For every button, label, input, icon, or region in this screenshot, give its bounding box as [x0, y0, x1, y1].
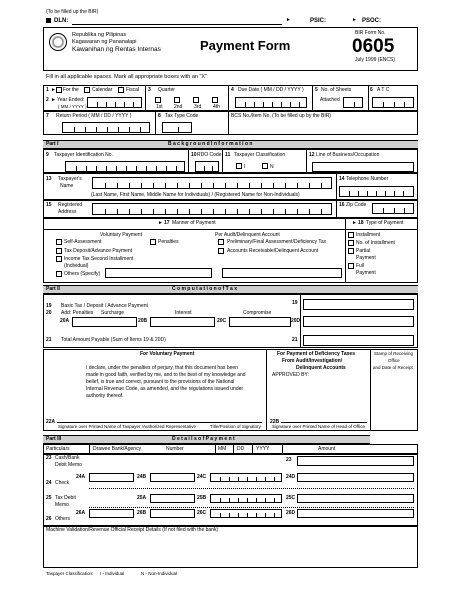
item13-num: 13: [46, 176, 52, 182]
compromise-label: Compromise: [243, 310, 272, 316]
item1-num: 1: [46, 87, 49, 93]
quarter-3-label: 3rd: [194, 104, 202, 110]
top-note: (To be filled up the BIR): [46, 9, 99, 15]
tax-type-field[interactable]: [162, 122, 192, 133]
part3-label: Part III: [46, 436, 62, 442]
fiscal-checkbox[interactable]: [118, 87, 124, 93]
penalties-label: Penalties: [158, 239, 179, 245]
form-no-label: BIR Form No.: [355, 30, 386, 36]
no-sheets-field[interactable]: [343, 97, 363, 108]
rdo-label: RDO Code: [197, 152, 222, 158]
tin-field[interactable]: [65, 161, 185, 172]
calendar-label: Calendar: [92, 87, 113, 93]
check-label: Check: [55, 480, 70, 486]
col-mm: MM: [218, 446, 227, 452]
due-date-label: Due Date ( MM / DD / YYYY ): [238, 87, 304, 93]
atc-label: A T C: [377, 87, 390, 93]
interest-label: Interest: [175, 310, 192, 316]
compromise-field[interactable]: [229, 317, 291, 327]
others-label: Others (Specify): [64, 271, 101, 277]
form-number: 0605: [352, 36, 395, 57]
item8-num: 8: [158, 113, 161, 119]
deficiency-title-3: Delinquent Accounts: [296, 365, 346, 371]
item16-num: 16: [339, 202, 345, 208]
tin-label: Taxpayer Identification No.: [54, 152, 113, 158]
machine-validation-label: Machine Validation/Revenue Official Receipt Details (If not filed with the bank): [46, 527, 219, 533]
item22a-num: 22A: [46, 419, 56, 425]
part2-label: Part II: [46, 286, 60, 292]
class-nonindividual-checkbox[interactable]: [262, 163, 268, 169]
class-n-label: N: [270, 164, 274, 170]
declaration-line-3: belief, is true and correct, pursuant to the provisions of the National: [86, 379, 235, 385]
col-yyyy: YYYY: [256, 446, 270, 452]
installment-checkbox[interactable]: [348, 232, 354, 238]
no-installment-checkbox[interactable]: [348, 240, 354, 246]
quarter-3-checkbox[interactable]: [193, 97, 199, 103]
voluntary-title: For Voluntary Payment: [140, 351, 195, 357]
item18-num: 18: [358, 220, 364, 226]
declaration-line-5: authority thereof.: [86, 393, 124, 399]
item21-num: 21: [46, 337, 52, 343]
check-date-field[interactable]: [210, 473, 282, 482]
item26d-num: 26D: [286, 510, 296, 516]
item22b-num: 22B: [270, 419, 280, 425]
item5-num: 5: [315, 87, 318, 93]
item10-num: 10: [191, 152, 197, 158]
item24-num: 24: [46, 480, 52, 486]
type-payment-label: Type of Payment: [366, 220, 404, 226]
accounts-receivable-label: Accounts Receivable/Delinquent Account: [227, 248, 319, 254]
debit-memo-label: Debit Memo: [55, 462, 82, 468]
atc-field[interactable]: [372, 97, 414, 108]
business-label: Line of Business/Occupation: [316, 152, 380, 158]
tax-debit-label: Tax Debit: [55, 495, 76, 501]
others-drawee-field[interactable]: [89, 509, 134, 518]
item6-num: 6: [370, 87, 373, 93]
declaration-line-4: Internal Revenue Code, as amended, and the regulations issued under: [86, 386, 244, 392]
footer-individual: I - Individual: [100, 571, 125, 576]
basic-tax-field[interactable]: [303, 299, 414, 310]
per-audit-heading: Per Audit/Delinquent Account: [215, 232, 280, 238]
footer-nonindividual: N - Non-Individual: [141, 571, 178, 576]
tax-debit-amount-field[interactable]: [297, 494, 414, 503]
preliminary-checkbox[interactable]: [218, 239, 224, 245]
item7-num: 7: [46, 113, 49, 119]
item25-num: 25: [46, 495, 52, 501]
item26c-num: 26C: [197, 510, 207, 516]
no-installment-label: No. of Installment: [356, 240, 395, 246]
tax-deposit-checkbox[interactable]: [56, 248, 62, 254]
item20c-num: 20C: [217, 318, 227, 324]
total-amount-field[interactable]: [303, 335, 414, 346]
taxpayer-name-field[interactable]: [92, 177, 332, 189]
stamp-line-3: and Date of Receipt: [373, 365, 413, 370]
surcharge-field[interactable]: [72, 317, 137, 327]
return-period-label: Return Period ( MM / DD / YYYY ): [56, 113, 132, 119]
item14-num: 14: [339, 176, 345, 182]
item20-num: 20: [46, 310, 52, 316]
agency-line2: Kagawaran ng Pananalapi: [72, 39, 137, 45]
mm-yyyy-label: ( MM / YYYY ): [58, 104, 87, 109]
return-period-field[interactable]: [62, 122, 150, 133]
others-specify-field[interactable]: [105, 268, 212, 278]
check-number-field[interactable]: [150, 473, 195, 482]
part1-label: Part I: [46, 141, 59, 147]
col-drawee: Drawee Bank/Agency: [93, 446, 142, 452]
tax-debit-number-field[interactable]: [150, 494, 195, 503]
tax-debit-memo-label: Memo: [55, 502, 69, 508]
total-label: Total Amount Payable (Sum of Items 19 & 20D): [61, 337, 166, 343]
col-number: Number: [166, 446, 184, 452]
item1-arrow: ►: [51, 87, 56, 93]
item17-num: 17: [164, 220, 170, 226]
quarter-4-checkbox[interactable]: [212, 97, 218, 103]
declaration-line-2: made in good faith, verified by me, and to the best of my knowledge and: [86, 372, 246, 378]
item25a-num: 25A: [137, 495, 147, 501]
calendar-checkbox[interactable]: [84, 87, 90, 93]
partial-label-2: Payment: [356, 255, 376, 261]
full-checkbox[interactable]: [348, 263, 354, 269]
stamp-line-1: Stamp of Receiving: [374, 351, 414, 356]
full-label-2: Payment: [356, 270, 376, 276]
psoc-label: PSOC:: [362, 18, 382, 24]
signature-line-head: [281, 422, 367, 423]
part3-title: D e t a i l s o f P a y m e n t: [172, 436, 235, 442]
item4-num: 4: [231, 87, 234, 93]
deficiency-title-1: For Payment of Deficiency Taxes: [277, 351, 355, 357]
dln-line: [72, 24, 282, 25]
item12-num: 12: [309, 152, 315, 158]
self-assessment-checkbox[interactable]: [56, 239, 62, 245]
part2-title: C o m p u t a t i o n o f T a x: [172, 286, 237, 292]
zip-label: Zip Code: [346, 202, 367, 208]
year-ended-field[interactable]: [87, 97, 142, 108]
others-amount-field[interactable]: [297, 509, 414, 518]
item15-num: 15: [46, 202, 52, 208]
psoc-arrow: ►: [352, 17, 357, 23]
item20b-num: 20B: [138, 318, 148, 324]
approved-by-label: APPROVED BY:: [272, 372, 309, 378]
cash-amount-field[interactable]: [297, 456, 414, 466]
item24d-num: 24D: [286, 474, 296, 480]
dln-arrow: ►: [286, 17, 291, 23]
tax-deposit-label: Tax Deposit/Advance Payment: [64, 248, 133, 254]
for-the-label: For the: [63, 87, 79, 93]
item24c-num: 24C: [197, 474, 207, 480]
others-date-field[interactable]: [210, 509, 282, 518]
item2-arrow: ►: [51, 97, 56, 103]
others-checkbox[interactable]: [56, 271, 62, 277]
fiscal-label: Fiscal: [126, 87, 140, 93]
self-assessment-label: Self-Assessment: [64, 239, 102, 245]
income-tax-second-label: Income Tax Second Installment: [64, 256, 134, 262]
deficiency-title-2: From Audit/Investigation/: [282, 358, 343, 364]
address-field[interactable]: [92, 203, 332, 215]
cash-label: Cash/Bank: [55, 455, 80, 461]
quarter-1-label: 1st: [156, 104, 163, 110]
quarter-2-label: 2nd: [174, 104, 183, 110]
item9-num: 9: [46, 152, 49, 158]
interest-field[interactable]: [150, 317, 215, 327]
item24a-num: 24A: [76, 474, 86, 480]
check-amount-field[interactable]: [297, 473, 414, 482]
psic-label: PSIC:: [310, 18, 327, 24]
preliminary-label: Preliminary/Final Assessment/Deficiency Tax: [227, 239, 327, 245]
part1-title: B a c k g r o u n d I n f o r m a t i o n: [168, 141, 253, 147]
period-calendar-checkbox[interactable]: [56, 87, 62, 93]
attached-label: Attached: [320, 97, 340, 103]
others-payment-label: Others: [55, 516, 71, 522]
installment-label: Installment: [356, 232, 381, 238]
no-sheets-label: No. of Sheets: [321, 87, 352, 93]
instructions: Fill in all applicable spaces. Mark all appropriate boxes with an "X": [46, 74, 208, 80]
item23-right-num: 23: [286, 457, 292, 463]
individual-label: (Individual): [64, 263, 89, 269]
surcharge-label: Surcharge: [101, 310, 125, 316]
manner-label: Manner of Payment: [172, 220, 216, 226]
class-i-label: I: [244, 164, 246, 170]
basic-tax-label: Basic Tax / Deposit / Advance Payment: [61, 303, 148, 309]
item26b-num: 26B: [137, 510, 147, 516]
year-ended-label: Year Ended:: [57, 97, 85, 103]
form-title: Payment Form: [200, 38, 291, 53]
item20a-num: 20A: [60, 318, 70, 324]
dln-marker: [46, 18, 51, 23]
bir-seal-icon: [49, 33, 67, 51]
name-label: Name: [60, 183, 74, 189]
rdo-field[interactable]: [195, 161, 219, 172]
agency-line1: Republika ng Pilipinas: [72, 32, 127, 38]
title-position-label: Title/Position of Signatory: [210, 424, 261, 429]
penalties-checkbox[interactable]: [150, 239, 156, 245]
quarter-1-checkbox[interactable]: [155, 97, 161, 103]
item26-num: 26: [46, 516, 52, 522]
accounts-receivable-checkbox[interactable]: [218, 248, 224, 254]
penalties-total-field[interactable]: [303, 316, 414, 327]
partial-checkbox[interactable]: [348, 248, 354, 254]
item19-right-num: 19: [292, 300, 298, 306]
per-audit-field[interactable]: [222, 268, 342, 278]
item24b-num: 24B: [137, 474, 147, 480]
item3-num: 3: [148, 87, 151, 93]
name-hint: (Last Name, First Name, Middle Name for Individuals) / (Registered Name for Non-Individuals): [91, 192, 300, 198]
item21-right-num: 21: [292, 337, 298, 343]
others-number-field[interactable]: [150, 509, 195, 518]
col-dd: DD: [237, 446, 245, 452]
partial-label: Partial: [356, 248, 371, 254]
classification-label: Taxpayer Classification: [234, 152, 286, 158]
col-amount: Amount: [318, 446, 336, 452]
sig-head-label: Signature over Printed Name of Head of Office: [272, 424, 365, 429]
zip-field[interactable]: [372, 203, 414, 214]
item18-arrow: ►: [352, 220, 357, 226]
stamp-line-2: Office: [388, 358, 400, 363]
item20d-num: 20D: [291, 318, 301, 324]
voluntary-heading: Voluntary Payment: [100, 232, 142, 238]
item25b-num: 25B: [197, 495, 207, 501]
item17-arrow: ►: [158, 220, 163, 226]
tax-debit-date-field[interactable]: [210, 494, 282, 503]
income-tax-second-checkbox[interactable]: [56, 256, 62, 262]
business-field[interactable]: [312, 162, 414, 172]
item23-num: 23: [46, 455, 52, 461]
taxpayer-name-label: Taxpayer's: [58, 176, 82, 182]
bcs-label: BCS No./Item No. (To be filled up by the BIR): [231, 113, 332, 119]
quarter-4-label: 4th: [213, 104, 220, 110]
dln-label: DLN:: [54, 18, 69, 24]
declaration-line-1: I declare, under the penalties of perjury, that this document has been: [86, 365, 238, 371]
item26a-num: 26A: [76, 510, 86, 516]
item25c-num: 25C: [286, 495, 296, 501]
quarter-2-checkbox[interactable]: [174, 97, 180, 103]
footer-classification: Taxpayer Classification:: [46, 571, 94, 576]
due-date-field[interactable]: [235, 97, 307, 108]
agency-line3: Kawanihan ng Rentas Internas: [72, 46, 161, 53]
telephone-label: Telephone Number: [346, 176, 389, 182]
item2-num: 2: [46, 97, 49, 103]
item11-num: 11: [225, 152, 231, 158]
address-label: Address: [58, 209, 77, 215]
check-drawee-field[interactable]: [89, 473, 134, 482]
add-penalties-label: Add: Penalties: [61, 310, 94, 316]
signature-line-taxpayer: [57, 422, 262, 423]
full-label: Full: [356, 263, 365, 269]
form-version: July 1999 (ENCS): [355, 57, 396, 63]
telephone-field[interactable]: [339, 186, 414, 197]
sig-taxpayer-label: Signature over Printed Name of Taxpayer /Authorized Representative: [58, 424, 196, 429]
item19-num: 19: [46, 303, 52, 309]
quarter-label: Quarter: [158, 87, 175, 93]
registered-label: Registered: [58, 202, 83, 208]
class-individual-checkbox[interactable]: [236, 163, 242, 169]
tax-type-label: Tax Type Code: [165, 113, 199, 119]
col-particulars: Particulars: [46, 446, 70, 452]
